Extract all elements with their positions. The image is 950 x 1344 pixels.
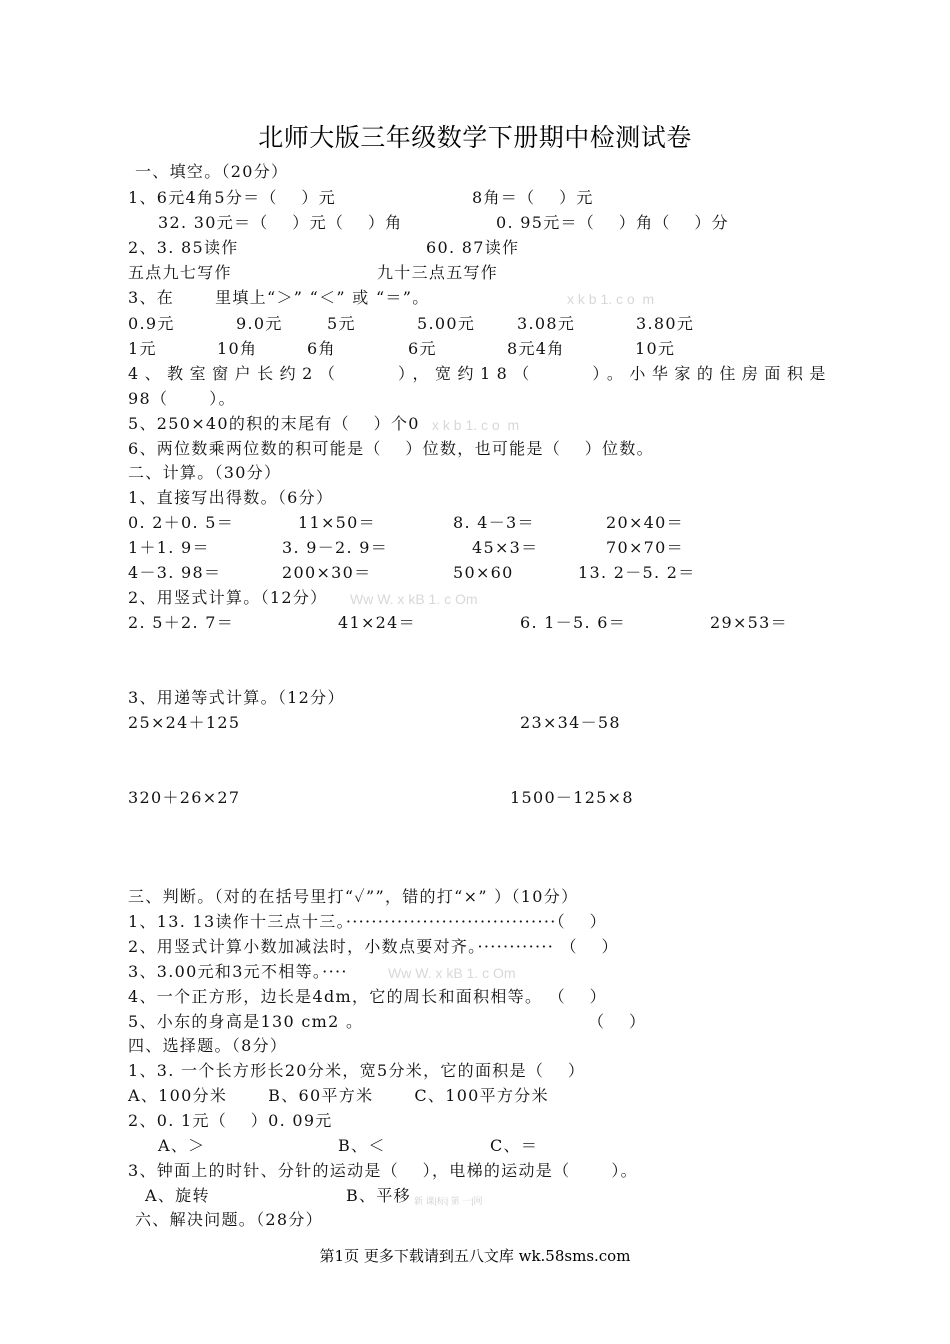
calc-row-2-item-1: 1＋1. 9＝ <box>128 538 210 557</box>
compare-row-2-item-1: 1元 <box>128 339 157 358</box>
q1-line-d: 0. 95元＝（ ）角（ ）分 <box>496 213 729 232</box>
watermark-2: x k b 1. c o m <box>432 417 520 433</box>
q1-line-a: 1、6元4角5分＝（ ）元 <box>128 188 337 207</box>
choice-q2-option-c: C、＝ <box>490 1136 539 1155</box>
q6-line: 6、两位数乘两位数的积可能是（ ）位数，也可能是（ ）位数。 <box>128 439 654 458</box>
choice-q1: 1、3. 一个长方形长20分米，宽5分米，它的面积是（ ） <box>128 1061 586 1080</box>
stepwise-expr-4: 1500－125×8 <box>510 788 634 807</box>
vertical-calc-item-1: 2. 5＋2. 7＝ <box>128 613 235 632</box>
choice-q3-option-b: B、平移 <box>346 1186 411 1205</box>
compare-row-2-item-3: 6角 <box>307 339 336 358</box>
q4-line-b: 98（ ）。 <box>128 389 236 408</box>
q2-line-a: 2、3. 85读作 <box>128 238 239 257</box>
choice-q2: 2、0. 1元（ ）0. 09元 <box>128 1111 333 1130</box>
q2-line-d: 九十三点五写作 <box>377 263 499 282</box>
section-3-heading: 三、判断。（对的在括号里打“✓””，错的打“×” ）（10分） <box>128 887 579 906</box>
compare-row-2-item-5: 8元4角 <box>507 339 565 358</box>
section-1-heading: 一、填空。（20分） <box>135 162 289 181</box>
calc-row-2-item-2: 3. 9－2. 9＝ <box>282 538 389 557</box>
calc-row-2-item-4: 70×70＝ <box>606 538 684 557</box>
s2-part-1: 1、直接写出得数。（6分） <box>128 488 334 507</box>
compare-row-1-item-1: 0.9元 <box>128 314 175 333</box>
watermark-1: x k b 1. c o m <box>567 291 655 307</box>
judge-item-2: 2、用竖式计算小数加减法时，小数点要对齐。············ （ ） <box>128 937 619 956</box>
compare-row-2-item-6: 10元 <box>635 339 676 358</box>
compare-row-1-item-6: 3.80元 <box>636 314 695 333</box>
s2-part-3: 3、用递等式计算。（12分） <box>128 688 345 707</box>
q2-line-c: 五点九七写作 <box>128 263 232 282</box>
compare-row-1-item-5: 3.08元 <box>517 314 576 333</box>
s2-part-2: 2、用竖式计算。（12分） <box>128 588 328 607</box>
compare-row-2-item-4: 6元 <box>408 339 437 358</box>
section-6-heading: 六、解决问题。（28分） <box>135 1210 323 1229</box>
judge-item-5-bracket: （ ） <box>588 1012 647 1031</box>
vertical-calc-item-3: 6. 1－5. 6＝ <box>520 613 627 632</box>
q2-line-b: 60. 87读作 <box>426 238 520 257</box>
compare-row-1-item-3: 5元 <box>327 314 356 333</box>
q1-line-c: 32. 30元＝（ ）元（ ）角 <box>158 213 403 232</box>
choice-q2-option-a: A、＞ <box>158 1136 206 1155</box>
vertical-calc-item-4: 29×53＝ <box>710 613 788 632</box>
q4-line-a: 4、教室窗户长约2（ ），宽约18（ ）。小华家的住房面积是 <box>128 364 832 383</box>
q3-line: 3、在 里填上“＞” “＜” 或 “＝”。 <box>128 288 430 307</box>
watermark-5: 新 课|标| 第 一|网 <box>414 1196 483 1206</box>
judge-item-5: 5、小东的身高是130 cm2 。 <box>128 1012 364 1031</box>
calc-row-3-item-1: 4－3. 98＝ <box>128 563 222 582</box>
judge-item-1: 1、13. 13读作十三点十三。·································（ ） <box>128 912 607 931</box>
compare-row-2-item-2: 10角 <box>217 339 258 358</box>
calc-row-3-item-3: 50×60 <box>453 563 514 582</box>
exam-title: 北师大版三年级数学下册期中检测试卷 <box>258 123 692 152</box>
calc-row-1-item-1: 0. 2＋0. 5＝ <box>128 513 235 532</box>
page-footer: 第1页 更多下载请到五八文库 wk.58sms.com <box>319 1247 631 1265</box>
judge-item-4: 4、一个正方形，边长是4dm，它的周长和面积相等。 （ ） <box>128 987 607 1006</box>
calc-row-3-item-2: 200×30＝ <box>282 563 372 582</box>
judge-item-3: 3、3.00元和3元不相等。···· <box>128 962 348 981</box>
compare-row-1-item-2: 9.0元 <box>236 314 283 333</box>
calc-row-1-item-4: 20×40＝ <box>606 513 684 532</box>
vertical-calc-item-2: 41×24＝ <box>338 613 416 632</box>
stepwise-expr-3: 320＋26×27 <box>128 788 241 807</box>
q5-line: 5、250×40的积的末尾有（ ）个0 <box>128 414 420 433</box>
watermark-4: Ww W. x kB 1. c Om <box>388 965 516 981</box>
calc-row-1-item-2: 11×50＝ <box>298 513 376 532</box>
calc-row-3-item-4: 13. 2－5. 2＝ <box>578 563 696 582</box>
watermark-3: Ww W. x kB 1. c Om <box>350 591 478 607</box>
choice-q3-option-a: A、旋转 <box>145 1186 210 1205</box>
section-4-heading: 四、选择题。（8分） <box>128 1036 288 1055</box>
calc-row-2-item-3: 45×3＝ <box>472 538 539 557</box>
choice-q1-options: A、100分米 B、60平方米 C、100平方分米 <box>128 1086 549 1105</box>
q1-line-b: 8角＝（ ）元 <box>472 188 594 207</box>
calc-row-1-item-3: 8. 4－3＝ <box>453 513 535 532</box>
compare-row-1-item-4: 5.00元 <box>417 314 476 333</box>
stepwise-expr-2: 23×34－58 <box>520 713 621 732</box>
section-2-heading: 二、计算。（30分） <box>128 463 282 482</box>
choice-q3: 3、钟面上的时针、分针的运动是（ ），电梯的运动是（ ）。 <box>128 1161 638 1180</box>
stepwise-expr-1: 25×24＋125 <box>128 713 241 732</box>
choice-q2-option-b: B、＜ <box>338 1136 386 1155</box>
